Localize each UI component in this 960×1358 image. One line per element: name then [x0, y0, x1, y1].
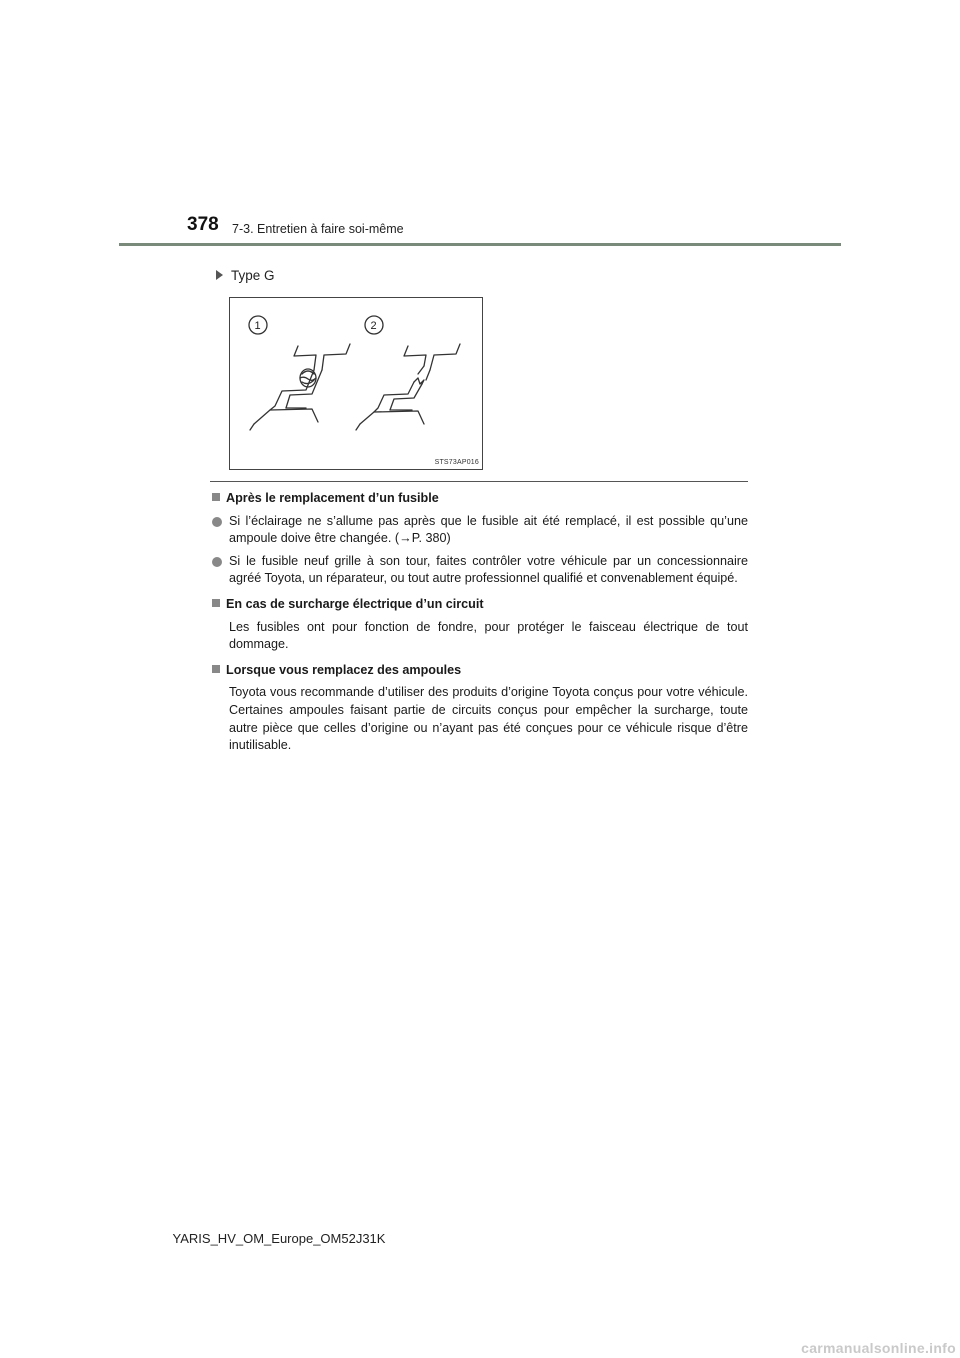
list-item: Si l’éclairage ne s’allume pas après que le fusible ait été remplacé, il est possible qu’une ampoule doive être changée. (→P. 380) — [212, 513, 748, 548]
content-divider — [210, 481, 748, 482]
square-bullet-icon — [212, 665, 220, 673]
page-number: 378 — [187, 214, 219, 235]
type-label — [216, 268, 275, 283]
section-heading: Lorsque vous remplacez des ampoules — [212, 662, 748, 680]
fuse-blown — [356, 344, 460, 430]
callout-2: 2 — [370, 320, 377, 332]
triangle-right-icon — [216, 270, 223, 280]
type-label-text: Type G — [231, 268, 275, 283]
section-heading: En cas de surcharge électrique d’un circuit — [212, 596, 748, 614]
image-code: STS73AP016 — [434, 459, 479, 466]
watermark: carmanualsonline.info — [801, 1340, 956, 1356]
content — [212, 490, 748, 755]
fuse-illustration — [229, 297, 483, 470]
callout-1: 1 — [254, 320, 261, 332]
circle-bullet-icon — [212, 557, 222, 567]
fuse-drawing — [230, 298, 482, 469]
square-bullet-icon — [212, 599, 220, 607]
section-heading: Après le remplacement d’un fusible — [212, 490, 748, 508]
list-item: Si le fusible neuf grille à son tour, faites contrôler votre véhicule par un concessionnaire agréé Toyota, un réparateur, ou tout autre professionnel qualifié et convenablement équipé. — [212, 553, 748, 588]
paragraph: Toyota vous recommande d’utiliser des produits d’origine Toyota conçus pour votre véhicule. Certaines ampoules faisant partie de circuits conçus pour empêcher la surcharge, toute autre pièce que celles d’origine ou n’ayant pas été conçues pour ce véhicule risque d’être inutilisable. — [229, 685, 748, 753]
section-title: 7-3. Entretien à faire soi-même — [232, 222, 404, 236]
paragraph: Les fusibles ont pour fonction de fondre, pour protéger le faisceau électrique de tout dommage. — [229, 619, 748, 652]
header-divider — [119, 243, 841, 246]
circle-bullet-icon — [212, 517, 222, 527]
fuse-normal — [250, 344, 350, 430]
footer — [0, 1231, 960, 1246]
doc-code: YARIS_HV_OM_Europe_OM52J31K — [172, 1231, 386, 1246]
square-bullet-icon — [212, 493, 220, 501]
